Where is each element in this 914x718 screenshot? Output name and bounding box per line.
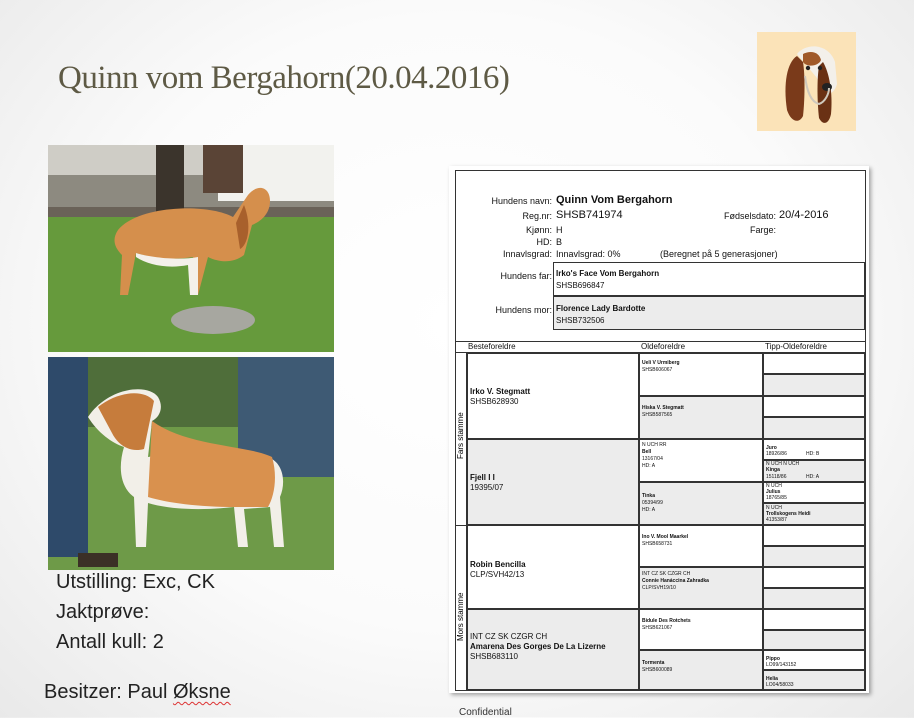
grandparent-1	[467, 353, 639, 439]
sire-side-label: Fars stamme	[456, 412, 465, 459]
gp3-name: Robin Bencilla	[470, 560, 526, 569]
gp1-reg: SHSB628930	[470, 397, 519, 406]
great-grandparent-8	[639, 650, 763, 690]
ggp8-reg: SHSB600089	[642, 667, 673, 673]
grandparent-3	[467, 525, 639, 609]
great-grandparent-2	[639, 396, 763, 439]
ggp1-reg: SHSB606067	[642, 367, 673, 373]
ggp2-reg: SHSB587565	[642, 412, 673, 418]
ggg-7	[763, 482, 865, 503]
ggp6-title: INT CZ SK CZGR CH	[642, 571, 691, 577]
ggg-9	[763, 525, 865, 546]
ggp4-name: Tinka	[642, 493, 655, 499]
ggg-6	[763, 460, 865, 482]
ggp3-title: N UCH RR	[642, 442, 667, 448]
gggp16-reg: LO04/58033	[766, 682, 794, 688]
side-divider	[456, 525, 467, 526]
dog-photo-show	[48, 357, 334, 570]
owner-prefix: Besitzer: Paul	[44, 681, 173, 703]
gggp6-reg: 15118/86	[766, 474, 787, 480]
sire-box	[553, 262, 865, 296]
color-label: Farge:	[749, 225, 776, 235]
basset-logo-image	[757, 32, 856, 131]
ggg-11	[763, 567, 865, 588]
dam-side-label: Mors stamme	[456, 592, 465, 641]
great-grandparent-5	[639, 525, 763, 567]
birth-label: Fødselsdato:	[723, 211, 776, 221]
gp3-reg: CLP/SVH42/13	[470, 570, 525, 579]
ggp8-name: Tormenta	[642, 660, 665, 666]
ggg-3	[763, 396, 865, 417]
dam-label: Hundens mor:	[495, 305, 552, 315]
ggg-12	[763, 588, 865, 609]
gggp6-title: N UCH N UCH	[766, 461, 800, 467]
hd-value: B	[556, 237, 563, 247]
gp2-name: Fjell I I	[470, 473, 495, 482]
gp4-title: INT CZ SK CZGR CH	[470, 632, 548, 641]
great-grandparent-4	[639, 482, 763, 525]
dog-name: Quinn Vom Bergahorn	[556, 194, 673, 206]
gggp8-reg: 41353/87	[766, 517, 787, 523]
generations-note: (Beregnet på 5 generasjoner)	[660, 249, 778, 259]
reg-label: Reg.nr:	[522, 211, 552, 221]
ggg-4	[763, 417, 865, 439]
col-grandparents: Besteforeldre	[468, 342, 516, 351]
page-title: Quinn vom Bergahorn(20.04.2016)	[58, 60, 510, 96]
sire-reg: SHSB696847	[556, 281, 605, 290]
ggp2-name: Hiska V. Stegmatt	[642, 405, 684, 411]
great-grandparent-7	[639, 609, 763, 650]
pedigree-document	[449, 166, 869, 693]
ggp3-hd: HD: A	[642, 463, 656, 469]
dam-box	[553, 296, 865, 330]
sex-value: H	[556, 225, 563, 235]
inbreeding-value: Innavlsgrad: 0%	[556, 249, 621, 259]
ggp3-name: Bell	[642, 449, 652, 455]
gggp5-name: Juro	[766, 445, 777, 451]
inbreeding-label: Innavlsgrad:	[502, 249, 552, 259]
ggg-13	[763, 609, 865, 630]
gggp6-hd: HD: A	[806, 474, 820, 480]
ggp7-name: Bidule Des Rotchets	[642, 618, 691, 624]
ggp6-name: Connie Hanáccina Zahradka	[642, 578, 709, 584]
ggp4-reg: 05394/99	[642, 500, 663, 506]
dog-name-label: Hundens navn:	[491, 196, 552, 206]
gggp16-name: Helia	[766, 676, 778, 682]
gggp8-name: Trollskogens Heidi	[766, 511, 811, 517]
gggp7-title: N UCH	[766, 483, 782, 489]
gggp15-reg: LO99/143152	[766, 662, 797, 668]
gggp5-reg: 18926/86	[766, 451, 787, 457]
ggp3-reg: 13167/04	[642, 456, 663, 462]
ggp4-hd: HD: A	[642, 507, 656, 513]
gggp5-hd: HD: B	[806, 451, 820, 457]
sire-label: Hundens far:	[500, 271, 552, 281]
ggg-16	[763, 670, 865, 690]
ggg-5	[763, 439, 865, 460]
ggg-1	[763, 353, 865, 374]
gp2-reg: 19395/07	[470, 483, 504, 492]
great-grandparent-6	[639, 567, 763, 609]
gggp7-name: Julius	[766, 489, 781, 495]
gp1-name: Irko V. Stegmatt	[470, 387, 531, 396]
ggg-10	[763, 546, 865, 567]
ggg-8	[763, 503, 865, 525]
dam-reg: SHSB732506	[556, 316, 605, 325]
great-grandparent-3	[639, 439, 763, 482]
birth-date: 20/4-2016	[779, 209, 829, 221]
gggp15-name: Pippo	[766, 656, 780, 662]
ggp6-reg: CLP/SVH19/10	[642, 585, 676, 591]
show-result: Utstilling: Exc, CK	[56, 571, 215, 593]
owner-name: Øksne	[172, 681, 231, 703]
ggg-14	[763, 630, 865, 650]
gp4-reg: SHSB683110	[470, 652, 518, 661]
ggp5-name: Ino V. Mool Maarkel	[642, 534, 689, 540]
litter-count: Antall kull: 2	[56, 631, 164, 653]
sire-name: Irko's Face Vom Bergahorn	[556, 269, 660, 278]
ggp5-reg: SHSB658731	[642, 541, 673, 547]
gggp6-name: Kinga	[766, 467, 780, 473]
owner-line	[44, 681, 231, 704]
confidential-label: Confidential	[459, 707, 512, 718]
col-great-grandparents: Oldeforeldre	[641, 342, 686, 351]
sex-label: Kjønn:	[525, 225, 552, 235]
ggg-15	[763, 650, 865, 670]
gggp8-title: N UCH	[766, 505, 782, 511]
great-grandparent-1	[639, 353, 763, 396]
col-great-great: Tipp-Oldeforeldre	[765, 342, 827, 351]
dog-photo-standing	[48, 145, 334, 352]
hunt-result: Jaktprøve:	[56, 601, 150, 623]
hd-label: HD:	[536, 237, 552, 247]
pedigree-frame	[455, 170, 866, 691]
gggp7-reg: 18765/85	[766, 495, 787, 501]
grandparent-2	[467, 439, 639, 525]
ggp7-reg: SHSB621067	[642, 625, 673, 631]
dam-name: Florence Lady Bardotte	[556, 304, 646, 313]
reg-number: SHSB741974	[556, 209, 623, 221]
gp4-name: Amarena Des Gorges De La Lizerne	[470, 642, 606, 651]
ggg-2	[763, 374, 865, 396]
grandparent-4	[467, 609, 639, 690]
ggp1-name: Ueli V Urmiberg	[642, 360, 680, 366]
